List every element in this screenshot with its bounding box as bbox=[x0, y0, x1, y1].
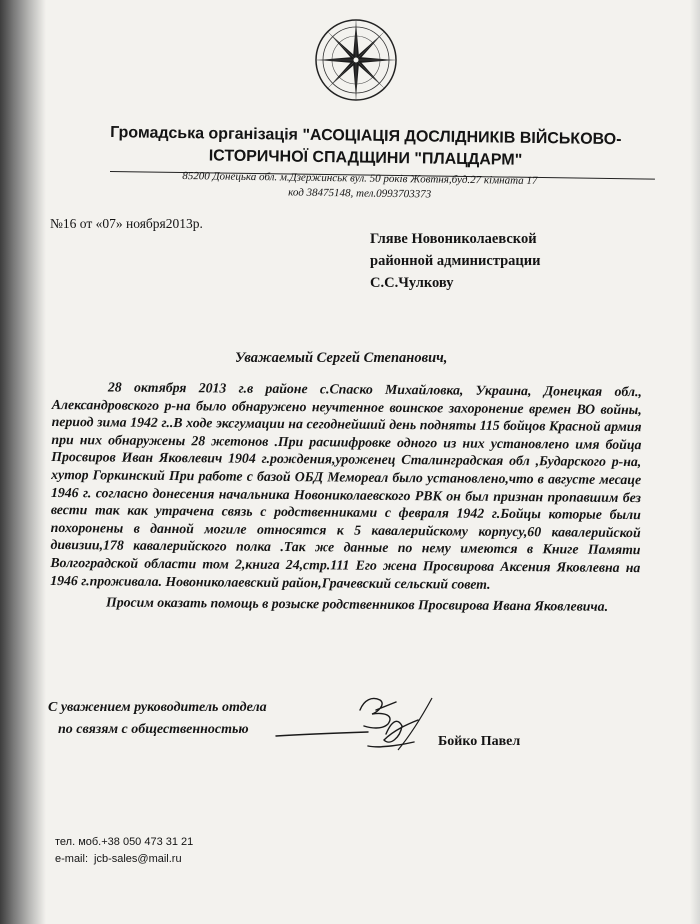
org-name-line2: ІСТОРИЧНОЇ СПАДЩИНИ "ПЛАЦДАРМ" bbox=[208, 147, 523, 169]
salutation: Уважаемый Сергей Степанович, bbox=[235, 350, 448, 366]
email-label: e-mail: bbox=[55, 853, 89, 865]
recipient-line2: районной администрации bbox=[370, 253, 541, 269]
signer-name: Бойко Павел bbox=[438, 734, 521, 749]
closing-line2: по связям с общественностью bbox=[58, 722, 249, 737]
organization-name bbox=[105, 122, 626, 173]
contact-block bbox=[55, 834, 193, 868]
recipient-line1: Гляве Новониколаевской bbox=[370, 231, 537, 247]
phone-row bbox=[55, 834, 193, 851]
address-line2: код 38475148, тел.0993703373 bbox=[288, 186, 432, 201]
closing-line1: С уважением руководитель отдела bbox=[48, 700, 267, 715]
closing-block bbox=[48, 697, 298, 741]
phone-number: +38 050 473 31 21 bbox=[101, 836, 194, 848]
compass-rose-icon bbox=[314, 18, 398, 102]
letter-body bbox=[50, 378, 642, 616]
scan-shadow-right bbox=[690, 0, 700, 924]
scan-shadow-left bbox=[0, 0, 46, 924]
body-paragraph-2: Просим оказать помощь в розыске родственников Просвирова Ивана Яковлевича. bbox=[105, 594, 609, 614]
email-row bbox=[55, 851, 193, 868]
body-paragraph-1: 28 октября 2013 г.в районе с.Спаско Михайловка, Украина, Донецкая обл., Александровского р-на было обнаружено неучтенное воинское захоронение времен ВО войны, период зима 1942 г..В ходе эксгумации на сегоднейший день подняты 115 бойцов Красной армия при них обнаружены 28 жетонов .При расшифровке одного из них установлено имя бойца Просвиров Иван Яковлевич 1904 г.рождения,уроженец Сталинградская обл ,Бударского р-на, хутор Горкинский При работе с базой ОБД Мемореал было установлено,что в августе месаце 1946 г. согласно донесения начальника Новониколаевского РВК он был признан пропавшим без вести так как утрачена связь с родственниками с февраля 1942 г.Бойцы которые были похоронены в данной могиле относятся к 5 кавалерийскому корпусу,60 кавалерийской дивизии,178 кавалерийского полка .Так же данные по нему имеются в Книге Памяти Волгоградской области том 2,книга 24,стр.111 Его жена Просвирова Аксения Яковлевна на 1946 г.проживала. Новониколаевский район,Грачевский сельский совет. bbox=[50, 379, 642, 592]
org-name-line1: Громадська організація "АСОЦІАЦІЯ ДОСЛІДНИКІВ ВІЙСЬКОВО- bbox=[110, 124, 622, 149]
address-line1: 85200 Донецька обл. м.Дзержинськ вул. 50 років Жовтня,буд.27 кімната 17 bbox=[182, 170, 538, 187]
signature-icon bbox=[268, 690, 438, 760]
recipient-line3: С.С.Чулкову bbox=[370, 275, 454, 291]
recipient-block bbox=[370, 228, 620, 294]
email-address: jcb-sales@mail.ru bbox=[94, 853, 182, 865]
reference-number: №16 от «07» ноября2013р. bbox=[50, 216, 203, 231]
organization-address bbox=[110, 168, 610, 205]
phone-label: тел. моб. bbox=[55, 836, 102, 848]
